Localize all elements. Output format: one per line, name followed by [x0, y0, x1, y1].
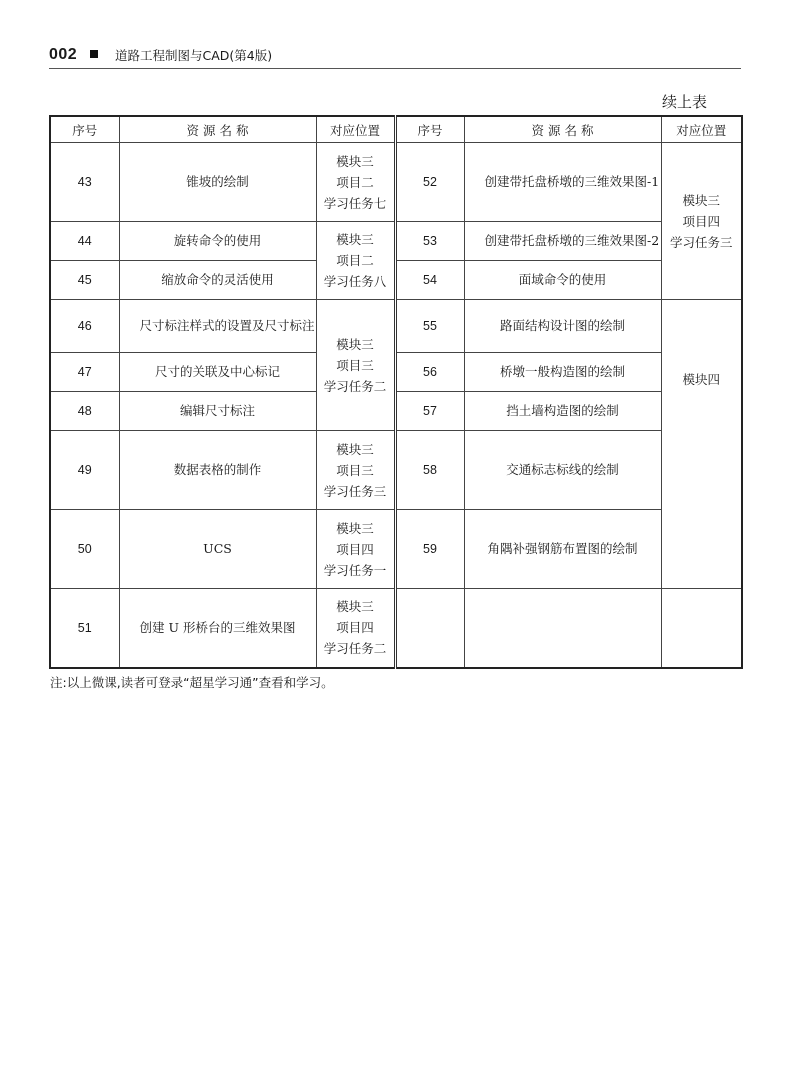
- resource-table: [49, 115, 743, 669]
- col-header-name: 资 源 名 称: [464, 116, 661, 143]
- table-row: [50, 589, 742, 668]
- page-header: [49, 46, 741, 69]
- location-cell: 模块三 项目二 学习任务八: [316, 222, 395, 300]
- seq-cell: 49: [50, 431, 119, 510]
- col-header-location: 对应位置: [316, 116, 395, 143]
- name-cell: 挡土墙构造图的绘制: [464, 392, 661, 431]
- square-bullet-icon: [90, 50, 98, 58]
- seq-cell: 55: [395, 300, 464, 353]
- seq-cell: 47: [50, 353, 119, 392]
- name-cell: 尺寸的关联及中心标记: [119, 353, 316, 392]
- name-cell: 桥墩一般构造图的绘制: [464, 353, 661, 392]
- seq-cell: 46: [50, 300, 119, 353]
- name-cell: 路面结构设计图的绘制: [464, 300, 661, 353]
- name-cell: 数据表格的制作: [119, 431, 316, 510]
- name-cell: 角隅补强钢筋布置图的绘制: [464, 510, 661, 589]
- table-row: [50, 510, 742, 589]
- seq-cell: 57: [395, 392, 464, 431]
- location-cell: 模块三 项目二 学习任务七: [316, 143, 395, 222]
- location-cell: 模块三 项目四 学习任务一: [316, 510, 395, 589]
- seq-cell: 53: [395, 222, 464, 261]
- footnote: 注:以上微课,读者可登录“超星学习通”查看和学习。: [50, 675, 334, 690]
- seq-cell: 56: [395, 353, 464, 392]
- location-cell: 模块三 项目四 学习任务三: [661, 143, 742, 300]
- location-cell: 模块四: [661, 300, 742, 589]
- book-title: 道路工程制图与CAD(第4版): [115, 48, 273, 63]
- name-cell: 交通标志标线的绘制: [464, 431, 661, 510]
- name-cell: 创建带托盘桥墩的三维效果图-2: [464, 222, 661, 261]
- table-row: [50, 353, 742, 392]
- table-row: [50, 392, 742, 431]
- seq-cell: 44: [50, 222, 119, 261]
- seq-cell: 50: [50, 510, 119, 589]
- seq-cell: 43: [50, 143, 119, 222]
- name-cell: 编辑尺寸标注: [119, 392, 316, 431]
- name-cell: 面域命令的使用: [464, 261, 661, 300]
- name-cell: 创建带托盘桥墩的三维效果图-1: [464, 143, 661, 222]
- location-cell: 模块三 项目四 学习任务二: [316, 589, 395, 668]
- table-row: [50, 222, 742, 261]
- location-cell: 模块三 项目三 学习任务三: [316, 431, 395, 510]
- col-header-seq: 序号: [50, 116, 119, 143]
- name-cell: 缩放命令的灵活使用: [119, 261, 316, 300]
- page-number: 002: [49, 46, 78, 63]
- name-cell: 锥坡的绘制: [119, 143, 316, 222]
- col-header-name: 资 源 名 称: [119, 116, 316, 143]
- name-cell: 旋转命令的使用: [119, 222, 316, 261]
- name-cell: UCS: [119, 510, 316, 589]
- empty-cell: [464, 589, 661, 668]
- col-header-seq: 序号: [395, 116, 464, 143]
- table-row: [50, 261, 742, 300]
- empty-cell: [661, 589, 742, 668]
- seq-cell: 52: [395, 143, 464, 222]
- name-cell: 创建 U 形桥台的三维效果图: [119, 589, 316, 668]
- continued-label: 续上表: [661, 93, 707, 111]
- col-header-location: 对应位置: [661, 116, 742, 143]
- table-row: [50, 431, 742, 510]
- name-cell: 尺寸标注样式的设置及尺寸标注: [119, 300, 316, 353]
- seq-cell: 54: [395, 261, 464, 300]
- table-row: [50, 300, 742, 353]
- seq-cell: 51: [50, 589, 119, 668]
- seq-cell: 48: [50, 392, 119, 431]
- table-header-row: [50, 116, 742, 143]
- seq-cell: 58: [395, 431, 464, 510]
- location-cell: 模块三 项目三 学习任务二: [316, 300, 395, 431]
- empty-cell: [395, 589, 464, 668]
- seq-cell: 59: [395, 510, 464, 589]
- table-row: [50, 143, 742, 222]
- seq-cell: 45: [50, 261, 119, 300]
